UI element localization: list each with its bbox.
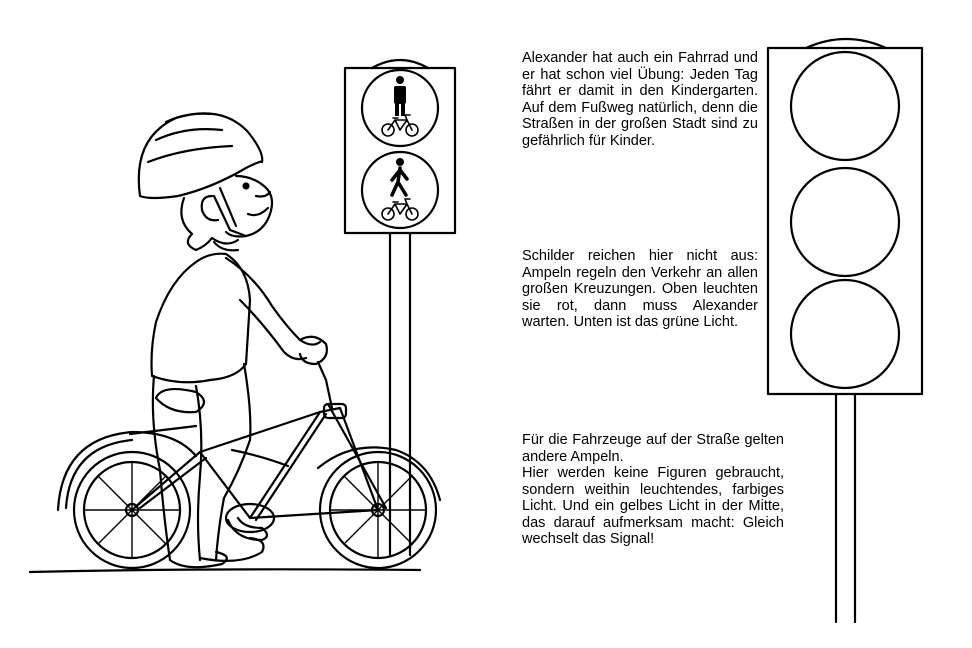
paragraph-vehicle-lights-rest: Hier werden keine Figuren gebraucht, sondern weithin leuchtendes, farbiges Licht. Und ein gelbes Licht in der Mitte, das darauf aufmerksam macht: Gleich wechselt das Signal! bbox=[522, 465, 784, 547]
pedestrian-traffic-light bbox=[345, 60, 455, 555]
paragraph-bicycle: Alexander hat auch ein Fahrrad und er hat schon viel Übung: Jeden Tag fährt er damit in den Kindergarten. Auf dem Fußweg natürlich, denn die Straßen in der großen Stadt sind zu gefährlich für Kinder. bbox=[522, 50, 758, 149]
standing-pedestrian-icon bbox=[394, 76, 406, 116]
bicycle-icon-bottom bbox=[382, 199, 418, 220]
boy-drawing bbox=[139, 113, 327, 567]
paragraph-traffic-lights: Schilder reichen hier nicht aus: Ampeln regeln den Verkehr an allen großen Kreuzungen. Oben leuchten sie rot, dann muss Alexander warten. Unten ist das grüne Licht. bbox=[522, 248, 758, 330]
paragraph-vehicle-lights-line1: Für die Fahrzeuge auf der Straße gelten andere Ampeln. bbox=[522, 432, 784, 465]
walking-pedestrian-icon bbox=[392, 158, 407, 195]
paragraph-vehicle-lights bbox=[522, 432, 784, 548]
bicycle-icon-top bbox=[382, 115, 418, 136]
ground-line bbox=[30, 569, 420, 572]
vehicle-traffic-light bbox=[768, 39, 922, 622]
